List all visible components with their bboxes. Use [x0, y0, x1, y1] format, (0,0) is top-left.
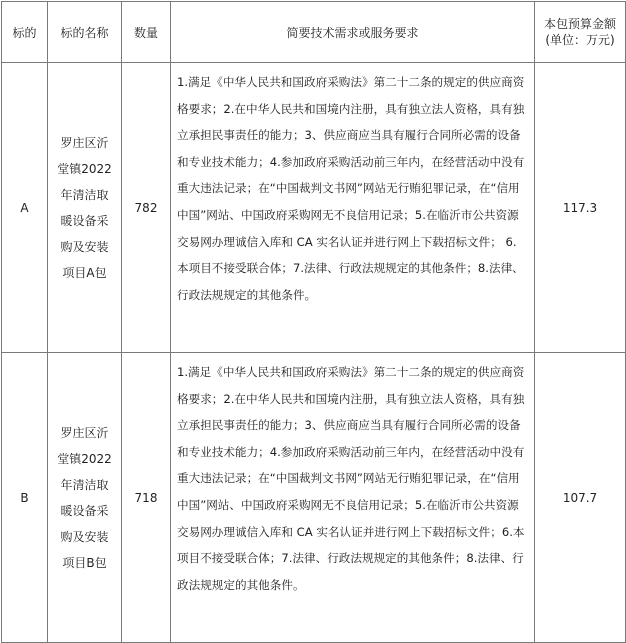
lot-cell: A	[2, 63, 48, 353]
requirements-cell: 1.满足《中华人民共和国政府采购法》第二十二条的规定的供应商资格要求；2.在中华人民共和国境内注册，具有独立法人资格，具有独立承担民事责任的能力；3、供应商应当具有履行合同所必需的设备和专业技术能力；4.参加政府采购活动前三年内，在经营活动中没有重大违法记录；在“中国裁判文书网”网站无行贿犯罪记录，在“信用中国”网站、中国政府采购网无不良信用记录；5.在临沂市公共资源交易网办理诚信入库和 CA 实名认证并进行网上下载招标文件； 6.本项目不接受联合体；7.法律、行政法规规定的其他条件；8.法律、行政法规规定的其他条件。	[171, 63, 535, 353]
header-qty: 数量	[122, 2, 171, 63]
qty-cell: 718	[122, 353, 171, 643]
table-row	[2, 63, 626, 353]
procurement-table	[1, 1, 626, 643]
qty-cell: 782	[122, 63, 171, 353]
name-cell: 罗庄区沂堂镇2022年清洁取暖设备采购及安装项目A包	[48, 63, 122, 353]
requirements-cell: 1.满足《中华人民共和国政府采购法》第二十二条的规定的供应商资格要求；2.在中华人民共和国境内注册，具有独立法人资格，具有独立承担民事责任的能力；3、供应商应当具有履行合同所必需的设备和专业技术能力；4.参加政府采购活动前三年内，在经营活动中没有重大违法记录；在“中国裁判文书网”网站无行贿犯罪记录，在“信用中国”网站、中国政府采购网无不良信用记录；5.在临沂市公共资源交易网办理诚信入库和 CA 实名认证并进行网上下载招标文件；6.本项目不接受联合体；7.法律、行政法规规定的其他条件；8.法律、行政法规规定的其他条件。	[171, 353, 535, 643]
header-lot: 标的	[2, 2, 48, 63]
header-requirements: 简要技术需求或服务要求	[171, 2, 535, 63]
header-row	[2, 2, 626, 63]
budget-cell: 107.7	[535, 353, 626, 643]
header-name: 标的名称	[48, 2, 122, 63]
budget-cell: 117.3	[535, 63, 626, 353]
header-budget: 本包预算金额(单位：万元)	[535, 2, 626, 63]
lot-cell: B	[2, 353, 48, 643]
table-row	[2, 353, 626, 643]
name-cell: 罗庄区沂堂镇2022年清洁取暖设备采购及安装项目B包	[48, 353, 122, 643]
